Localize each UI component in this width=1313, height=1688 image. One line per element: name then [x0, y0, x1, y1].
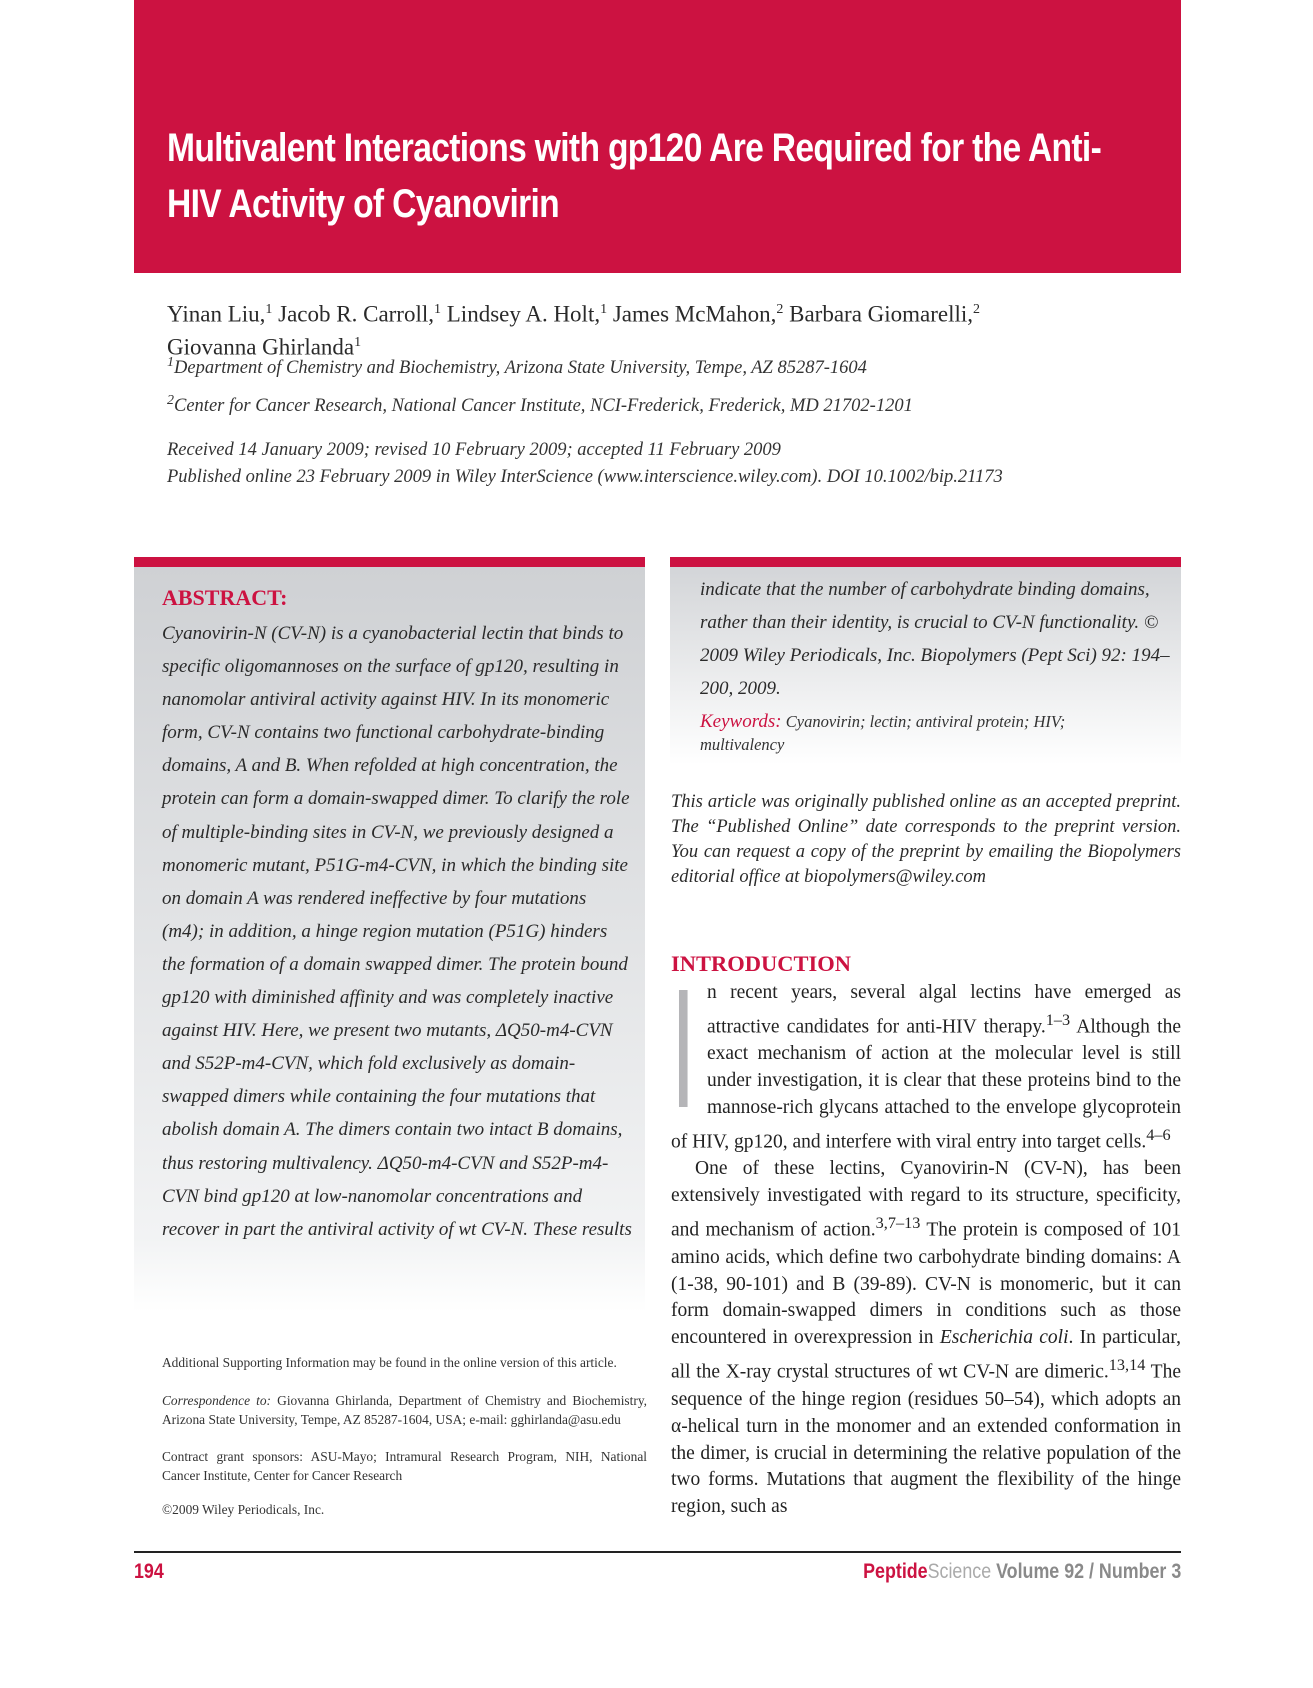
text: The protein is composed of 101 amino acids, which define two carbohydrate binding domains: A (1-38, 90-101) and B (39-89). CV-N is monomeric, but it can form domain-swapped dimers in conditions such as those encountered in overexpression in: [671, 1219, 1181, 1349]
italic-term: Escherichia coli: [939, 1327, 1069, 1349]
journal-running-footer: [863, 1560, 1181, 1584]
footnote-grants: Contract grant sponsors: ASU-Mayo; Intramural Research Program, NIH, National Cancer Institute, Center for Cancer Research: [162, 1449, 647, 1483]
journal-name-part: Science: [927, 1560, 991, 1583]
affiliation-text: Department of Chemistry and Biochemistry, Arizona State University, Tempe, AZ 85287-1604: [174, 358, 867, 379]
abstract-heading: ABSTRACT:: [162, 585, 288, 610]
citation: 1–3: [1045, 1010, 1071, 1029]
author: Yinan Liu,: [167, 301, 266, 327]
author: Giovanna Ghirlanda: [167, 334, 355, 360]
author-affiliation-mark: 1: [434, 302, 441, 317]
footnote-supporting-info: Additional Supporting Information may be found in the online version of this article.: [162, 1355, 617, 1370]
preprint-note: This article was originally published online as an accepted preprint. The “Published Online” date corresponds to the preprint version. You can request a copy of the preprint by emailing the Biopolymers editorial office at biopolymers@wiley.com: [671, 792, 1181, 887]
author: James McMahon,: [607, 301, 777, 327]
affiliation-1: [167, 355, 867, 379]
keywords-list: Cyanovirin; lectin; antiviral protein; HIV; multivalency: [700, 712, 1066, 754]
citation: 13,14: [1108, 1356, 1146, 1375]
paragraph: [671, 1156, 1181, 1521]
drop-cap: [671, 954, 707, 1144]
text: . In particular, all the X-ray crystal structures of wt CV-N are dimeric.: [671, 1327, 1181, 1383]
author-affiliation-mark: 2: [776, 302, 784, 317]
text: One of these lectins, Cyanovirin-N (CV-N), has been extensively investigated with regard to its structure, specificity, and mechanism of action.: [671, 1158, 1181, 1241]
footnote-copyright: ©2009 Wiley Periodicals, Inc.: [162, 1502, 325, 1517]
title-banner: [134, 0, 1181, 273]
citation: 4–6: [1146, 1126, 1171, 1145]
author-affiliation-mark: 2: [973, 302, 981, 317]
author-affiliation-mark: 1: [265, 302, 273, 317]
author-list: [167, 296, 1127, 361]
published-online: Published online 23 February 2009 in Wiley InterScience (www.interscience.wiley.com). DOI 10.1002/bip.21173: [167, 467, 1003, 487]
affiliation-mark: 1: [167, 355, 174, 370]
citation: 3,7–13: [875, 1214, 921, 1233]
publication-dates: [167, 437, 1003, 491]
author-affiliation-mark: 1: [600, 302, 608, 317]
abstract-top-bar-right: [670, 557, 1181, 567]
article-title: Multivalent Interactions with gp120 Are Required for the Anti-HIV Activity of Cyanovirin: [167, 126, 1102, 226]
text: The sequence of the hinge region (residues 50–54), which adopts an α-helical turn in the monomer and an extended conformation in the dimer, is crucial in determining the relative population of the two forms. Mutations that augment the flexibility of the hinge region, such as: [671, 1361, 1181, 1518]
journal-name-part: Peptide: [862, 1560, 928, 1583]
author: Jacob R. Carroll,: [272, 301, 434, 327]
affiliation-mark: 2: [167, 393, 174, 408]
drop-cap-letter: I: [675, 954, 692, 1144]
author-affiliation-mark: 1: [354, 334, 362, 350]
footer-rule: [134, 1551, 1181, 1553]
text: n recent years, several algal lectins have emerged as attractive candidates for anti-HIV therapy.: [707, 982, 1181, 1038]
affiliation-2: [167, 393, 913, 417]
keywords-label: Keywords:: [700, 711, 782, 732]
journal-volume: Volume 92 / Number 3: [990, 1560, 1181, 1583]
text: Although the exact mechanism of action at the molecular level is still under investigation, it is clear that these proteins bind to the mannose-rich glycans attached to the envelope glycoprotein of HIV, gp120, and interfere with viral entry into target cells.: [671, 1016, 1181, 1153]
keywords: [700, 710, 1150, 756]
abstract-top-bar-left: [134, 557, 645, 567]
correspondence-label: Correspondence to:: [162, 1393, 272, 1408]
author: Barbara Giomarelli,: [783, 301, 974, 327]
author: Lindsey A. Holt,: [441, 301, 601, 327]
page-number: 194: [134, 1560, 164, 1583]
abstract-text-left: Cyanovirin-N (CV-N) is a cyanobacterial lectin that binds to specific oligomannoses on the surface of gp120, resulting in nanomolar antiviral activity against HIV. In its monomeric form, CV-N contains two functional carbohydrate-binding domains, A and B. When refolded at high concentration, the protein can form a domain-swapped dimer. To clarify the role of multiple-binding sites in CV-N, we previously designed a monomeric mutant, P51G-m4-CVN, in which the binding site on domain A was rendered ineffective by four mutations (m4); in addition, a hinge region mutation (P51G) hinders the formation of a domain swapped dimer. The protein bound gp120 with diminished affinity and was completely inactive against HIV. Here, we present two mutants, ΔQ50-m4-CVN and S52P-m4-CVN, which fold exclusively as domain-swapped dimers while containing the four mutations that abolish domain A. The dimers contain two intact B domains, thus restoring multivalency. ΔQ50-m4-CVN and S52P-m4-CVN bind gp120 at low-nanomolar concentrations and recover in part the antiviral activity of wt CV-N. These results: [162, 623, 632, 1240]
abstract-text-right: indicate that the number of carbohydrate binding domains, rather than their identity, is crucial to CV-N functionality. © 2009 Wiley Periodicals, Inc. Biopolymers (Pept Sci) 92: 194–200, 2009.: [700, 579, 1170, 700]
correspondence-text: Giovanna Ghirlanda, Department of Chemistry and Biochemistry, Arizona State University, Tempe, AZ 85287-1604, USA; e-mail: gghirlanda@asu.edu: [162, 1393, 647, 1427]
received-dates: Received 14 January 2009; revised 10 February 2009; accepted 11 February 2009: [167, 440, 781, 460]
introduction-heading: INTRODUCTION: [671, 951, 852, 976]
affiliation-text: Center for Cancer Research, National Cancer Institute, NCI-Frederick, Frederick, MD 21702-1201: [174, 396, 913, 417]
footnote-correspondence: [162, 1392, 647, 1429]
